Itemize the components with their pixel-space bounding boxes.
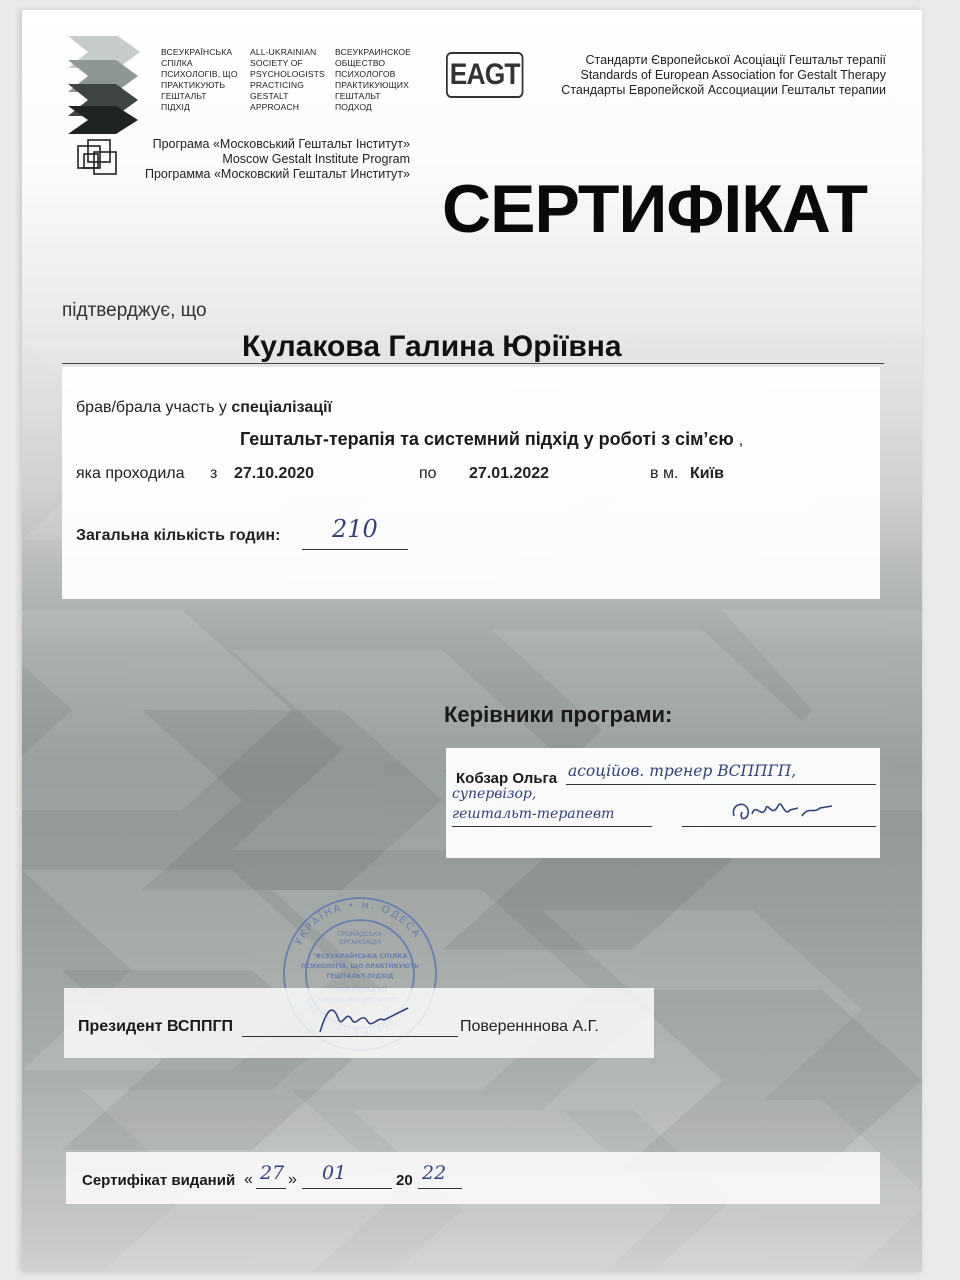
specialization-name [240,429,743,450]
leader-role-text-3: гештальт-терапевт [452,806,615,822]
org-ukr-line: ПСИХОЛОГІВ, ЩО [161,69,238,79]
president-name: Поверенннова А.Г. [460,1018,599,1035]
leaders-heading: Керівники програми: [444,702,673,727]
leader-signature [728,794,838,826]
details-panel [62,367,880,599]
org-eng-line: PRACTICING [250,80,304,90]
to-label: по [419,465,437,482]
org-rus-line: ОБЩЕСТВО [335,58,386,68]
org-name-rus [335,47,411,113]
stamp-center-line: ГРОМАДСЬКА [338,931,382,938]
leader-role-line-1 [566,760,876,785]
issued-day: 27 [260,1162,285,1184]
president-panel [64,988,654,1058]
participation-kind: спеціалізації [231,399,333,416]
president-signature-line [242,1008,458,1037]
stamp-center-line: ОРГАНІЗАЦІЯ [338,939,382,946]
leader-role-line-3 [452,804,652,827]
from-label: з [210,465,218,482]
leader-name: Кобзар Ольга [456,770,558,787]
org-ukr-line: СПІЛКА [161,58,193,68]
eagt-logo: EAGT [446,52,523,98]
issued-panel [66,1152,880,1204]
stamp-center-line: ПСИХОЛОГІВ, ЩО ПРАКТИКУЮТЬ [301,963,419,970]
certificate-title: СЕРТИФІКАТ [442,171,868,247]
program-names [130,137,410,182]
issued-year-suffix: 22 [422,1162,447,1184]
hours-value: 210 [332,515,378,543]
president-label: Президент ВСППГП [78,1018,234,1035]
leader-signature-line [682,792,876,827]
org-rus-line: ГЕШТАЛЬТ [335,91,381,101]
org-ukr-line: ПІДХІД [161,102,190,112]
participation-line [76,399,332,417]
org-rus-line: ПОДХОД [335,102,372,112]
standards-line: Стандарты Европейской Ассоциации Гештальт терапии [561,83,886,97]
org-eng-line: SOCIETY OF [250,58,303,68]
org-rus-line: ВСЕУКРАИНСКОЕ [335,47,411,57]
org-eng-line: APPROACH [250,102,300,112]
org-ukr-line: ПРАКТИКУЮТЬ [161,80,226,90]
org-ukr-line: ГЕШТАЛЬТ [161,91,207,101]
org-rus-line: ПСИХОЛОГОВ [335,69,396,79]
association-logo-icon [66,34,144,134]
president-signature [312,998,422,1038]
gestalt-institute-logo-icon [76,138,120,176]
dates-line [76,465,876,483]
date-to: 27.01.2022 [469,465,550,482]
hours-label: Загальна кількість годин: [76,527,281,544]
confirms-text: підтверджує, що [62,300,207,321]
org-name-eng [250,47,325,113]
issued-month: 01 [322,1162,347,1184]
issued-year-prefix: 20 [396,1172,413,1189]
issued-open-quote: « [244,1171,253,1188]
held-label: яка проходила [76,465,185,482]
city-value: Київ [690,465,724,482]
stamp-center-line: ГЕШТАЛЬТ-ПІДХІД [326,973,394,980]
recipient-name: Кулакова Галина Юріївна [242,330,622,363]
org-ukr-line: ВСЕУКРАЇНСЬКА [161,47,233,57]
leader-role-line-2 [452,786,632,806]
hours-field [302,513,408,550]
org-eng-line: GESTALT [250,91,289,101]
stamp-center-line: "ВСЕУКРАЇНСЬКА СПІЛКА [312,952,408,960]
program-line: Программа «Московский Гештальт Институт» [144,167,410,181]
date-from: 27.10.2020 [234,465,315,482]
issued-close-quote: » [288,1171,297,1188]
specialization-comma: , [738,432,744,449]
issued-label: Сертифікат виданий [82,1172,236,1189]
eagt-standards [561,53,886,98]
leaders-panel [446,748,880,858]
participation-prefix: брав/брала участь у [76,399,227,416]
org-eng-line: PSYCHOLOGISTS [250,69,325,79]
certificate-sheet [22,10,922,1272]
recipient-underline [62,363,884,364]
standards-line: Standards of European Association for Gestalt Therapy [580,68,886,82]
leader-role-text-2: супервізор, [452,786,537,802]
issued-year-field [418,1160,462,1189]
leader-role-text-1: асоційов. тренер ВСППГП, [568,762,797,780]
org-eng-line: ALL-UKRAINIAN [250,47,317,57]
program-line: Moscow Gestalt Institute Program [222,152,410,166]
specialization-text: Гештальт-терапія та системний підхід у роботі з сім’єю [240,429,734,449]
issued-day-field [256,1160,286,1189]
issued-month-field [302,1160,392,1189]
org-rus-line: ПРАКТИКУЮЩИХ [335,80,409,90]
city-label: в м. [650,465,679,482]
stamp-outer-top: УКРАЇНА • м. ОДЕСА [293,899,423,948]
org-name-ukr [161,47,238,113]
program-line: Програма «Московський Гештальт Інститут» [152,137,410,151]
standards-line: Стандарти Європейської Асоціації Гештальт терапії [585,53,886,67]
